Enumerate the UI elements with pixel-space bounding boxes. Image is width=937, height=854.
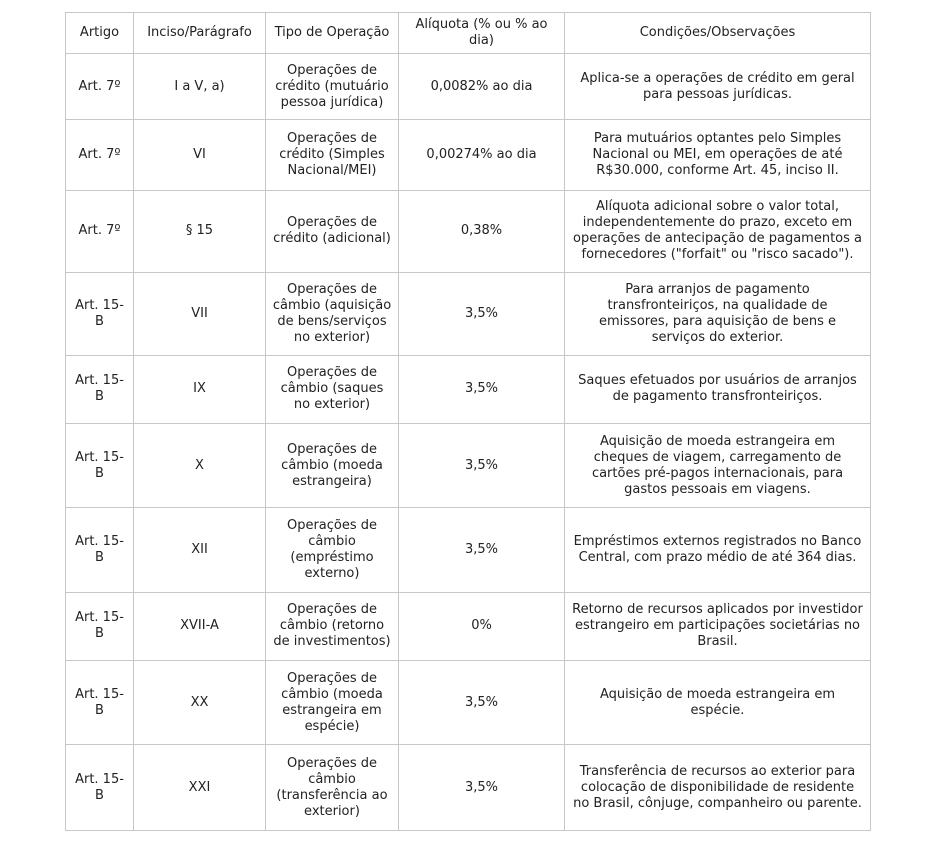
cell-artigo: Art. 7º: [66, 120, 134, 190]
cell-aliquota: 3,5%: [399, 273, 565, 355]
cell-condicoes: Aquisição de moeda estrangeira em cheques de viagem, carregamento de cartões pré-pagos internacionais, para gastos pessoais em viagens.: [565, 423, 871, 507]
table-row: [66, 190, 871, 272]
cell-inciso: IX: [134, 355, 266, 423]
cell-aliquota: 3,5%: [399, 508, 565, 592]
header-condicoes: Condições/Observações: [565, 13, 871, 54]
table-row: [66, 423, 871, 507]
cell-artigo: Art. 15-B: [66, 423, 134, 507]
cell-aliquota: 3,5%: [399, 423, 565, 507]
cell-artigo: Art. 15-B: [66, 745, 134, 831]
iof-rates-table: [65, 12, 871, 831]
cell-artigo: Art. 7º: [66, 190, 134, 272]
cell-aliquota: 3,5%: [399, 355, 565, 423]
cell-inciso: X: [134, 423, 266, 507]
cell-tipo: Operações de câmbio (transferência ao exterior): [266, 745, 399, 831]
cell-inciso: I a V, a): [134, 54, 266, 120]
table-row: [66, 273, 871, 355]
cell-condicoes: Empréstimos externos registrados no Banco Central, com prazo médio de até 364 dias.: [565, 508, 871, 592]
cell-tipo: Operações de câmbio (aquisição de bens/serviços no exterior): [266, 273, 399, 355]
header-artigo: Artigo: [66, 13, 134, 54]
cell-tipo: Operações de crédito (adicional): [266, 190, 399, 272]
cell-condicoes: Aplica-se a operações de crédito em geral para pessoas jurídicas.: [565, 54, 871, 120]
cell-aliquota: 0,38%: [399, 190, 565, 272]
cell-tipo: Operações de crédito (Simples Nacional/MEI): [266, 120, 399, 190]
header-aliquota: Alíquota (% ou % ao dia): [399, 13, 565, 54]
table-row: [66, 508, 871, 592]
cell-inciso: VI: [134, 120, 266, 190]
cell-artigo: Art. 15-B: [66, 273, 134, 355]
cell-artigo: Art. 15-B: [66, 508, 134, 592]
cell-inciso: VII: [134, 273, 266, 355]
cell-artigo: Art. 15-B: [66, 592, 134, 660]
cell-aliquota: 0,0082% ao dia: [399, 54, 565, 120]
cell-tipo: Operações de câmbio (saques no exterior): [266, 355, 399, 423]
cell-inciso: § 15: [134, 190, 266, 272]
cell-artigo: Art. 15-B: [66, 661, 134, 745]
cell-aliquota: 3,5%: [399, 661, 565, 745]
header-inciso: Inciso/Parágrafo: [134, 13, 266, 54]
cell-condicoes: Saques efetuados por usuários de arranjos de pagamento transfronteiriços.: [565, 355, 871, 423]
table-row: [66, 54, 871, 120]
cell-condicoes: Para arranjos de pagamento transfronteiriços, na qualidade de emissores, para aquisição de bens e serviços do exterior.: [565, 273, 871, 355]
table-row: [66, 120, 871, 190]
cell-inciso: XX: [134, 661, 266, 745]
table-row: [66, 661, 871, 745]
cell-tipo: Operações de câmbio (moeda estrangeira): [266, 423, 399, 507]
cell-aliquota: 0%: [399, 592, 565, 660]
cell-tipo: Operações de crédito (mutuário pessoa jurídica): [266, 54, 399, 120]
table-row: [66, 745, 871, 831]
header-tipo-operacao: Tipo de Operação: [266, 13, 399, 54]
table-header-row: [66, 13, 871, 54]
cell-condicoes: Retorno de recursos aplicados por investidor estrangeiro em participações societárias no Brasil.: [565, 592, 871, 660]
cell-inciso: XVII-A: [134, 592, 266, 660]
cell-artigo: Art. 7º: [66, 54, 134, 120]
cell-inciso: XII: [134, 508, 266, 592]
table-row: [66, 355, 871, 423]
cell-artigo: Art. 15-B: [66, 355, 134, 423]
cell-aliquota: 3,5%: [399, 745, 565, 831]
cell-condicoes: Alíquota adicional sobre o valor total, independentemente do prazo, exceto em operações de antecipação de pagamentos a fornecedores ("forfait" ou "risco sacado").: [565, 190, 871, 272]
cell-tipo: Operações de câmbio (moeda estrangeira em espécie): [266, 661, 399, 745]
table-row: [66, 592, 871, 660]
cell-tipo: Operações de câmbio (empréstimo externo): [266, 508, 399, 592]
cell-condicoes: Transferência de recursos ao exterior para colocação de disponibilidade de residente no Brasil, cônjuge, companheiro ou parente.: [565, 745, 871, 831]
cell-condicoes: Para mutuários optantes pelo Simples Nacional ou MEI, em operações de até R$30.000, conforme Art. 45, inciso II.: [565, 120, 871, 190]
cell-tipo: Operações de câmbio (retorno de investimentos): [266, 592, 399, 660]
cell-inciso: XXI: [134, 745, 266, 831]
cell-aliquota: 0,00274% ao dia: [399, 120, 565, 190]
cell-condicoes: Aquisição de moeda estrangeira em espécie.: [565, 661, 871, 745]
